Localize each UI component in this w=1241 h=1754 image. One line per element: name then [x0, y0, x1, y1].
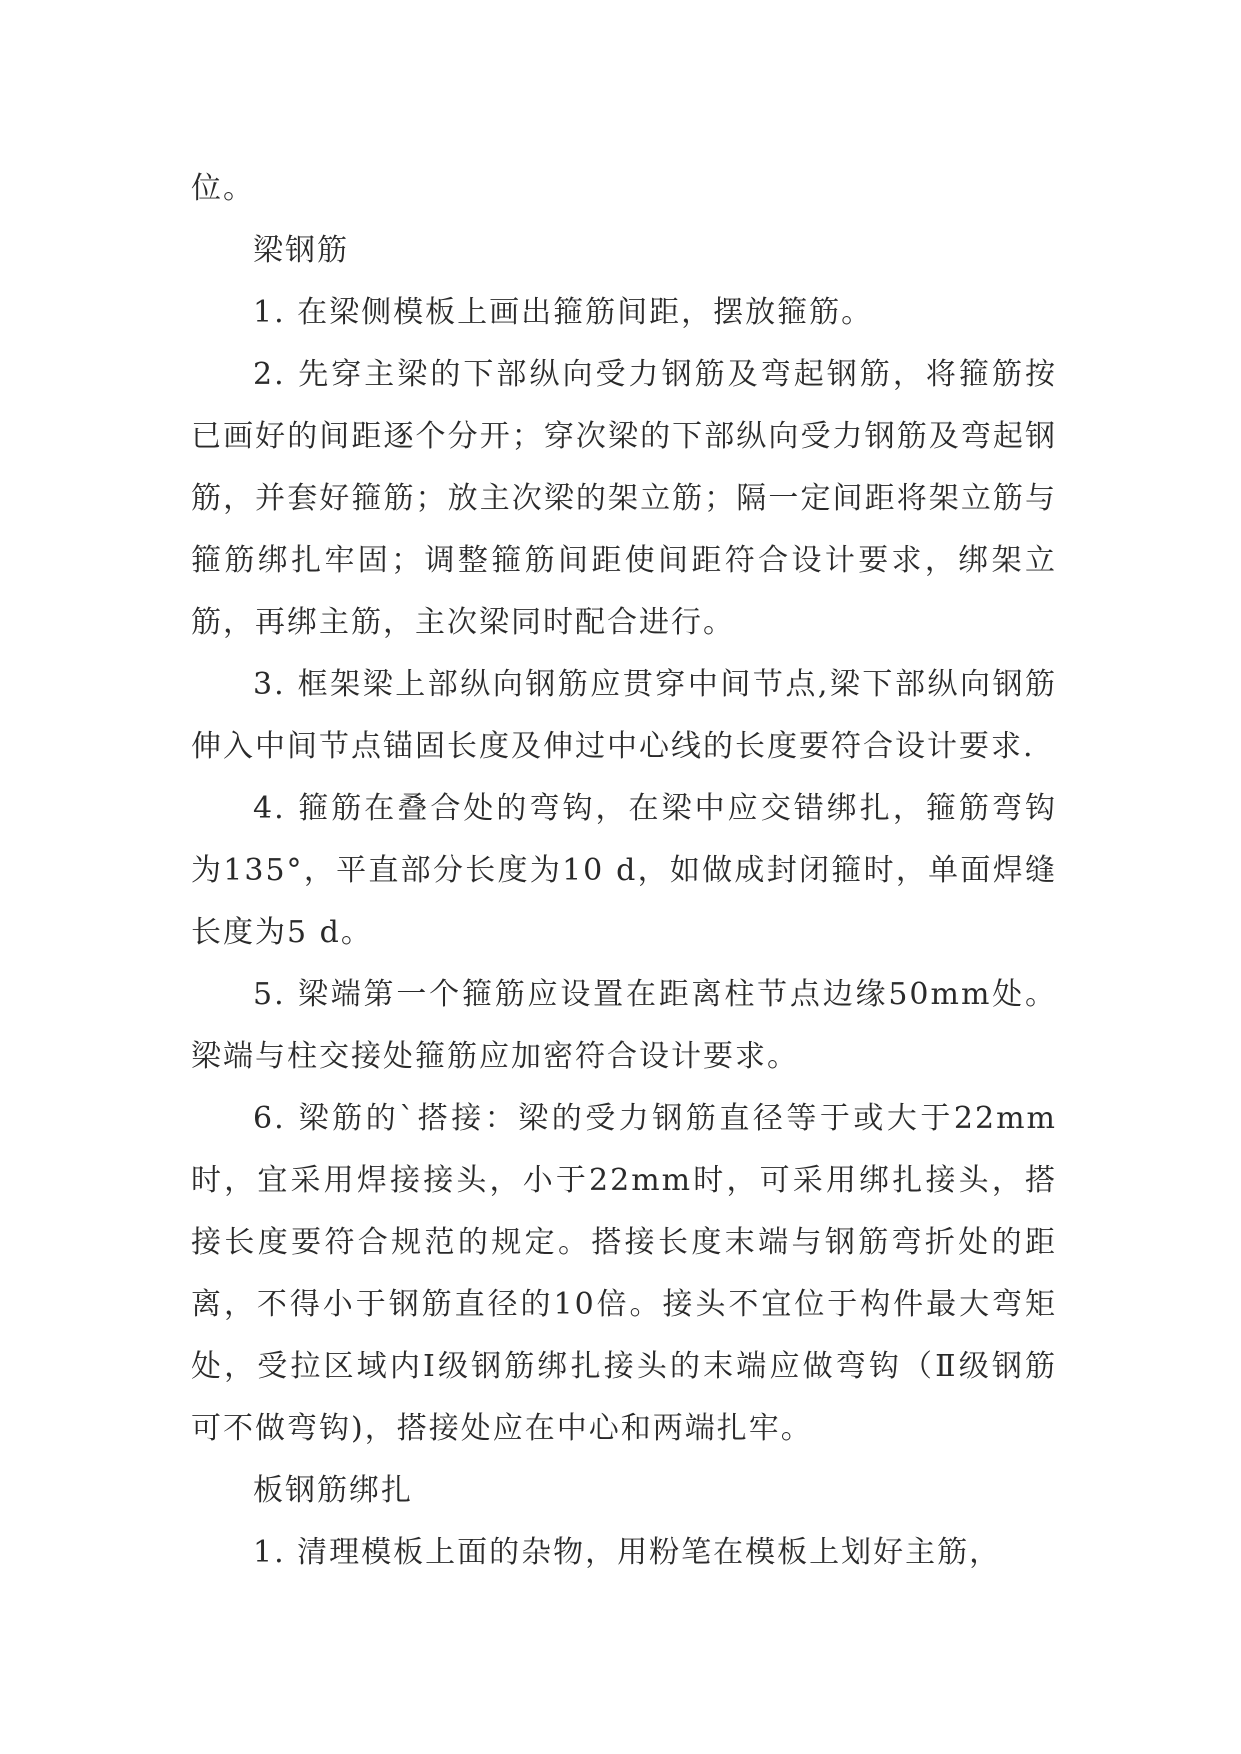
paragraph: 5. 梁端第一个箍筋应设置在距离柱节点边缘50mm处。梁端与柱交接处箍筋应加密符合设计要求。	[191, 977, 1057, 1074]
paragraph: 2. 先穿主梁的下部纵向受力钢筋及弯起钢筋，将箍筋按已画好的间距逐个分开；穿次梁的下部纵向受力钢筋及弯起钢筋，并套好箍筋；放主次梁的架立筋；隔一定间距将架立筋与箍筋绑扎牢固；调整箍筋间距使间距符合设计要求，绑架立筋，再绑主筋，主次梁同时配合进行。	[191, 357, 1057, 640]
paragraph: 6. 梁筋的`搭接：梁的受力钢筋直径等于或大于22mm时，宜采用焊接接头，小于22mm时，可采用绑扎接头，搭接长度要符合规范的规定。搭接长度末端与钢筋弯折处的距离，不得小于钢筋直径的10倍。接头不宜位于构件最大弯矩处，受拉区域内Ⅰ级钢筋绑扎接头的末端应做弯钩（Ⅱ级钢筋可不做弯钩)，搭接处应在中心和两端扎牢。	[191, 1101, 1057, 1446]
paragraph: 1. 清理模板上面的杂物，用粉笔在模板上划好主筋，	[253, 1535, 1002, 1570]
section-heading-beam-rebar: 梁钢筋	[253, 233, 349, 268]
paragraph: 4. 箍筋在叠合处的弯钩，在梁中应交错绑扎，箍筋弯钩为135°，平直部分长度为10 d，如做成封闭箍时，单面焊缝长度为5 d。	[191, 791, 1057, 950]
section-heading-slab-rebar: 板钢筋绑扎	[253, 1473, 413, 1508]
paragraph: 1. 在梁侧模板上画出箍筋间距，摆放箍筋。	[253, 295, 874, 330]
paragraph: 位。	[191, 171, 255, 206]
paragraph: 3. 框架梁上部纵向钢筋应贯穿中间节点,梁下部纵向钢筋伸入中间节点锚固长度及伸过中心线的长度要符合设计要求.	[191, 667, 1057, 764]
body-text	[191, 158, 1057, 1584]
